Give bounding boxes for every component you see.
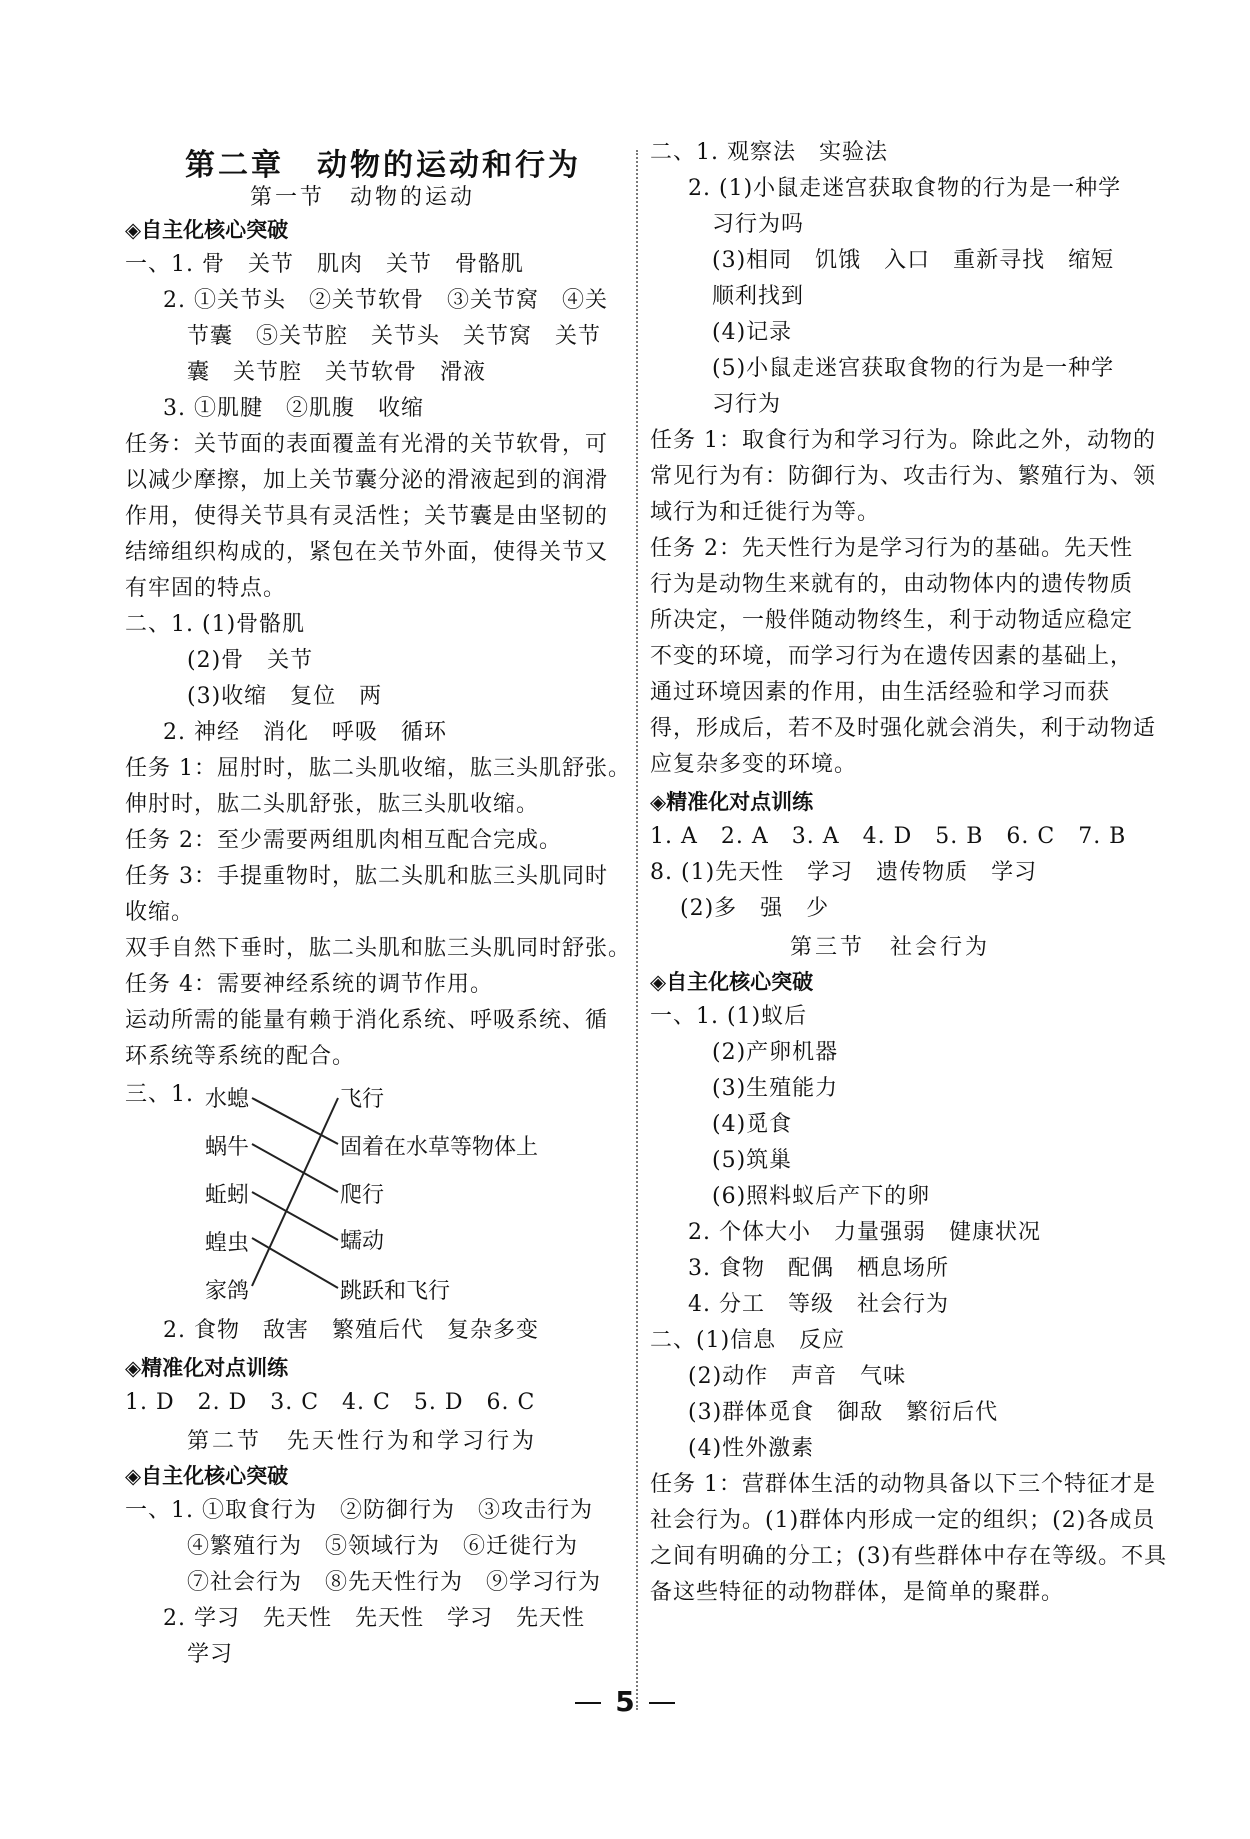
- s3-part2-line-3: (3)群体觅食 御敌 繁衍后代: [688, 1400, 999, 1425]
- task-3-line-3: 双手自然下垂时，肱二头肌和肱三头肌同时舒张。: [125, 936, 632, 961]
- match-right-2: 固着在水草等物体上: [340, 1135, 539, 1160]
- section-2-answers-8: 8. (1)先天性 学习 遗传物质 学习: [650, 860, 1038, 885]
- r-task-2-line-1: 任务 2：先天性行为是学习行为的基础。先天性: [650, 536, 1133, 561]
- task-4-line-2: 运动所需的能量有赖于消化系统、呼吸系统、循: [125, 1008, 609, 1033]
- match-left-4: 蝗虫: [205, 1231, 250, 1256]
- r-task-2-line-4: 不变的环境，而学习行为在遗传因素的基础上，: [650, 644, 1134, 669]
- r-task-2-line-5: 通过环境因素的作用，由生活经验和学习而获: [650, 680, 1111, 705]
- s1-task-line-5: 有牢固的特点。: [125, 576, 287, 601]
- section-2-answers-8b: (2)多 强 少: [680, 896, 830, 921]
- r-task-2-line-6: 得，形成后，若不及时强化就会消失，利于动物适: [650, 716, 1157, 741]
- matching-diagram: [125, 1082, 630, 1312]
- s1-part2-line-1: 二、1. (1)骨骼肌: [125, 612, 306, 637]
- s1-part2-line-2: (2)骨 关节: [187, 648, 314, 673]
- s3-task-line-3: 之间有明确的分工；(3)有些群体中存在等级。不具: [650, 1544, 1168, 1569]
- s2-line-5: 学习: [187, 1642, 234, 1667]
- match-right-1: 飞行: [340, 1087, 385, 1112]
- s3-line-5: (5)筑巢: [712, 1148, 793, 1173]
- s3-line-1: 一、1. (1)蚁后: [650, 1004, 808, 1029]
- s3-line-4: (4)觅食: [712, 1112, 793, 1137]
- s3-line-6: (6)照料蚁后产下的卵: [712, 1184, 931, 1209]
- page-number-dash-left: [575, 1702, 601, 1704]
- match-right-3: 爬行: [340, 1183, 385, 1208]
- r-task-2-line-3: 所决定，一般伴随动物终生，利于动物适应稳定: [650, 608, 1134, 633]
- section-1-title: 第一节 动物的运动: [250, 185, 476, 210]
- r-line-8: 习行为: [712, 392, 782, 417]
- s1-line-1: 一、1. 骨 关节 肌肉 关节 骨骼肌: [125, 252, 524, 277]
- r-task-1-line-3: 域行为和迁徙行为等。: [650, 500, 881, 525]
- match-left-3: 蚯蚓: [205, 1183, 250, 1208]
- r-task-2-line-2: 行为是动物生来就有的，由动物体内的遗传物质: [650, 572, 1134, 597]
- match-right-5: 跳跃和飞行: [340, 1279, 451, 1304]
- r-task-1-line-2: 常见行为有：防御行为、攻击行为、繁殖行为、领: [650, 464, 1157, 489]
- matching-lines: [125, 1082, 630, 1312]
- match-left-2: 蜗牛: [205, 1135, 250, 1160]
- match-left-1: 水螅: [205, 1087, 250, 1112]
- s3-part2-line-1: 二、(1)信息 反应: [650, 1328, 846, 1353]
- s1-part2-line-3: (3)收缩 复位 两: [187, 684, 383, 709]
- section-2-core-header: ◈自主化核心突破: [125, 1464, 289, 1488]
- match-left-5: 家鸽: [205, 1279, 250, 1304]
- section-1-core-header: ◈自主化核心突破: [125, 218, 289, 242]
- r-line-5: 顺利找到: [712, 284, 805, 309]
- r-task-1-line-1: 任务 1：取食行为和学习行为。除此之外，动物的: [650, 428, 1156, 453]
- s2-line-3: ⑦社会行为 ⑧先天性行为 ⑨学习行为: [187, 1570, 602, 1595]
- section-3-core-header: ◈自主化核心突破: [650, 970, 814, 994]
- chapter-title: 第二章 动物的运动和行为: [185, 148, 581, 183]
- page-number-dash-right: [649, 1702, 675, 1704]
- page-number: [0, 1685, 1250, 1718]
- line-snail-to-crawl: [252, 1144, 338, 1192]
- s3-line-9: 4. 分工 等级 社会行为: [688, 1292, 949, 1317]
- task-3-line-2: 收缩。: [125, 900, 195, 925]
- task-1-line-1: 任务 1：屈肘时，肱二头肌收缩，肱三头肌舒张。: [125, 756, 631, 781]
- line-locust-to-jump-fly: [252, 1238, 338, 1288]
- s3-part2-line-2: (2)动作 声音 气味: [688, 1364, 907, 1389]
- s3-task-line-1: 任务 1：营群体生活的动物具备以下三个特征才是: [650, 1472, 1156, 1497]
- section-1-answers: 1. D 2. D 3. C 4. C 5. D 6. C: [125, 1390, 536, 1415]
- s3-line-3: (3)生殖能力: [712, 1076, 839, 1101]
- s1-part2-line-4: 2. 神经 消化 呼吸 循环: [163, 720, 447, 745]
- s1-task-line-4: 结缔组织构成的，紧包在关节外面，使得关节又: [125, 540, 609, 565]
- column-divider: [636, 150, 638, 1710]
- task-1-line-2: 伸肘时，肱二头肌舒张，肱三头肌收缩。: [125, 792, 540, 817]
- s2-line-4: 2. 学习 先天性 先天性 学习 先天性: [163, 1606, 585, 1631]
- r-line-3: 习行为吗: [712, 212, 805, 237]
- section-2-answers: 1. A 2. A 3. A 4. D 5. B 6. C 7. B: [650, 824, 1127, 849]
- r-line-4: (3)相同 饥饿 入口 重新寻找 缩短: [712, 248, 1115, 273]
- r-line-7: (5)小鼠走迷宫获取食物的行为是一种学: [712, 356, 1115, 381]
- s3-line-2: (2)产卵机器: [712, 1040, 839, 1065]
- section-3-title: 第三节 社会行为: [790, 935, 991, 960]
- s3-task-line-2: 社会行为。(1)群体内形成一定的组织；(2)各成员: [650, 1508, 1156, 1533]
- line-earthworm-to-wriggle: [252, 1192, 338, 1240]
- section-2-training-header: ◈精准化对点训练: [650, 790, 814, 814]
- r-line-6: (4)记录: [712, 320, 793, 345]
- section-1-training-header: ◈精准化对点训练: [125, 1356, 289, 1380]
- part-3-label: 三、1.: [125, 1082, 194, 1107]
- s3-line-8: 3. 食物 配偶 栖息场所: [688, 1256, 949, 1281]
- task-4-line-1: 任务 4：需要神经系统的调节作用。: [125, 972, 493, 997]
- section-2-title: 第二节 先天性行为和学习行为: [187, 1429, 538, 1454]
- s1-line-3: 节囊 ⑤关节腔 关节头 关节窝 关节: [187, 324, 602, 349]
- task-3-line-1: 任务 3：手提重物时，肱二头肌和肱三头肌同时: [125, 864, 608, 889]
- s1-line-5: 3. ①肌腱 ②肌腹 收缩: [163, 396, 424, 421]
- line-pigeon-to-fly: [252, 1098, 338, 1286]
- s2-line-2: ④繁殖行为 ⑤领域行为 ⑥迁徙行为: [187, 1534, 579, 1559]
- s1-line-2: 2. ①关节头 ②关节软骨 ③关节窝 ④关: [163, 288, 608, 313]
- r-task-2-line-7: 应复杂多变的环境。: [650, 752, 858, 777]
- r-line-1: 二、1. 观察法 实验法: [650, 140, 888, 165]
- s3-part2-line-4: (4)性外激素: [688, 1436, 815, 1461]
- line-hydra-to-attached: [252, 1098, 338, 1144]
- s3-line-7: 2. 个体大小 力量强弱 健康状况: [688, 1220, 1041, 1245]
- s2-line-1: 一、1. ①取食行为 ②防御行为 ③攻击行为: [125, 1498, 593, 1523]
- r-line-2: 2. (1)小鼠走迷宫获取食物的行为是一种学: [688, 176, 1122, 201]
- match-right-4: 蠕动: [340, 1229, 385, 1254]
- task-2-line: 任务 2：至少需要两组肌肉相互配合完成。: [125, 828, 562, 853]
- s1-task-line-2: 以减少摩擦，加上关节囊分泌的滑液起到的润滑: [125, 468, 609, 493]
- s1-task-line-3: 作用，使得关节具有灵活性；关节囊是由坚韧的: [125, 504, 609, 529]
- s1-line-4: 囊 关节腔 关节软骨 滑液: [187, 360, 487, 385]
- s3-task-line-4: 备这些特征的动物群体，是简单的聚群。: [650, 1580, 1065, 1605]
- page-number-value: 5: [615, 1685, 635, 1718]
- part-3-line-2: 2. 食物 敌害 繁殖后代 复杂多变: [163, 1318, 539, 1343]
- task-4-line-3: 环系统等系统的配合。: [125, 1044, 356, 1069]
- s1-task-line-1: 任务：关节面的表面覆盖有光滑的关节软骨，可: [125, 432, 609, 457]
